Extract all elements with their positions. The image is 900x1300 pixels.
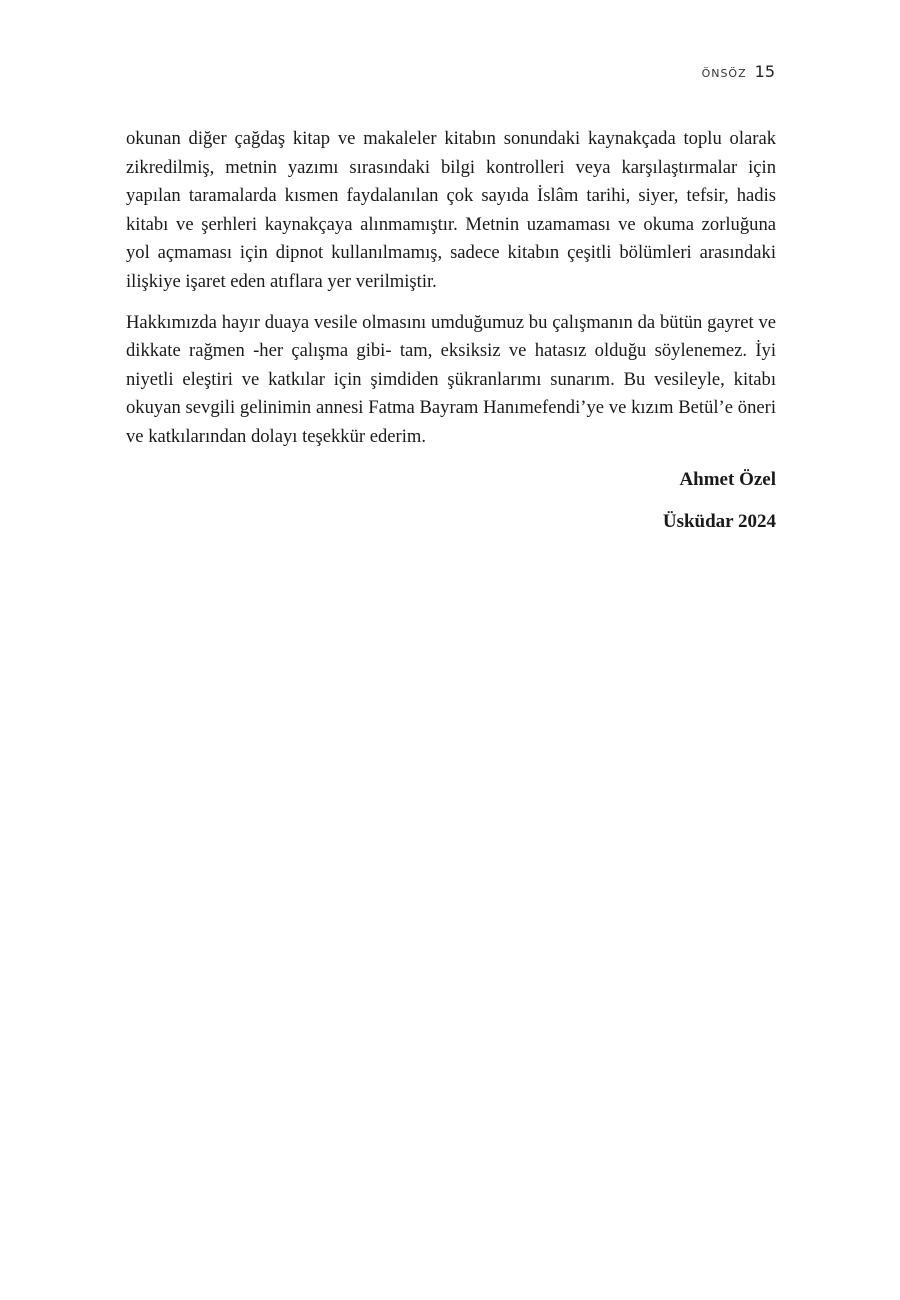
chapter-title: ÖNSÖZ: [701, 67, 747, 80]
running-header: [702, 62, 775, 81]
author-signature: Ahmet Özel: [679, 468, 776, 490]
place-date: Üsküdar 2024: [662, 510, 776, 532]
page-number: 15: [754, 62, 775, 81]
paragraph-2: Hakkımızda hayır duaya vesile olmasını umduğumuz bu çalışmanın da bütün gayret ve dikkate rağmen -her çalışma gibi- tam, eksiksiz ve hatasız olduğu söylenemez. İyi niyetli eleştiri ve katkılar için şimdiden şükranlarımı sunarım. Bu vesileyle, kitabı okuyan sevgili gelinimin annesi Fatma Bayram Hanımefendi’ye ve kızım Betül’e öneri ve katkılarından dolayı teşekkür ederim.: [126, 311, 776, 447]
body-text: [126, 125, 776, 536]
paragraph-1: okunan diğer çağdaş kitap ve makaleler kitabın sonundaki kaynakçada toplu olarak zikredilmiş, metnin yazımı sırasındaki bilgi kontrolleri veya karşılaştırmalar için yapılan taramalarda kısmen faydalanılan çok sayıda İslâm tarihi, siyer, tefsir, hadis kitabı ve şerhleri kaynakçaya alınmamıştır. Metnin uzamaması ve okuma zorluğuna yol açmaması için dipnot kullanılmamış, sadece kitabın çeşitli bölümleri arasındaki ilişkiye işaret eden atıflara yer verilmiştir.: [126, 128, 776, 292]
